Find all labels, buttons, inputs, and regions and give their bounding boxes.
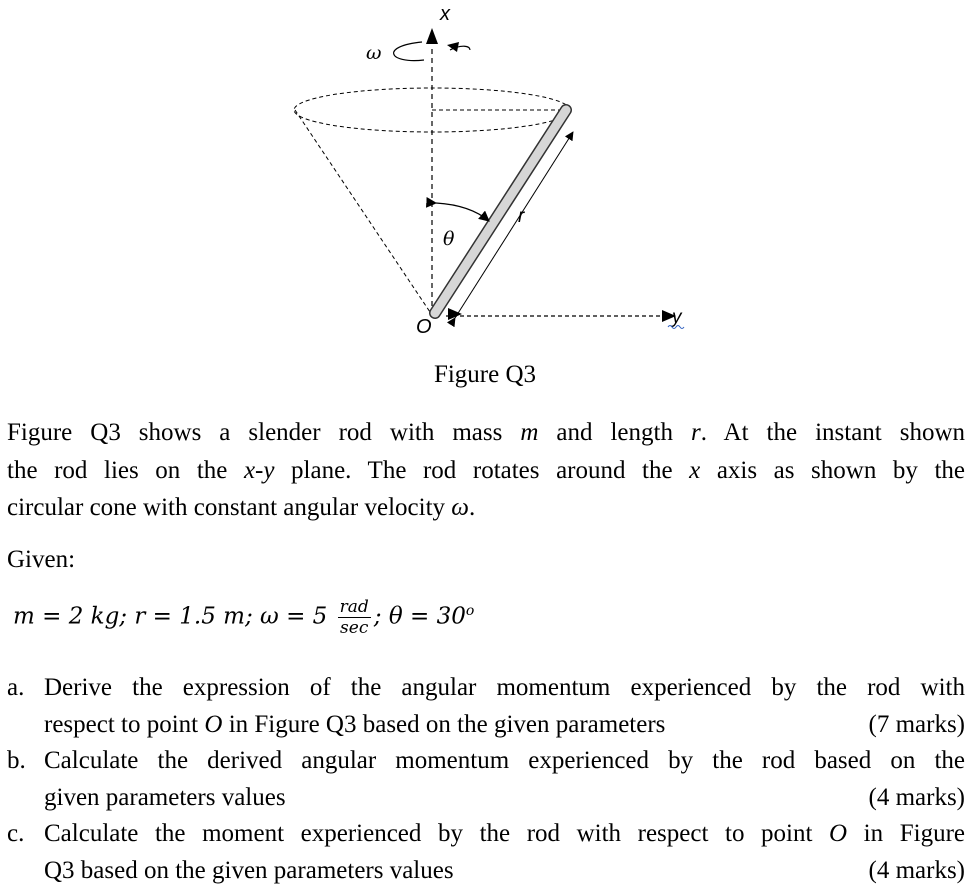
rod-fill [435, 110, 566, 313]
given-label: Given: [7, 546, 76, 573]
omega-label: ω [366, 42, 382, 64]
question-a: a. Derive the expression of the angular momentum experienced by the rod with respect to point O in Figure Q3 based on the given parameters (7 marks) [7, 670, 965, 743]
cone-side-left [295, 110, 432, 315]
x-axis-arrowhead [426, 28, 438, 44]
question-b: b. Calculate the derived angular momentum experienced by the rod based on the given parameters values (4 marks) [7, 743, 965, 816]
description-line-3: circular cone with constant angular velocity ω. [7, 494, 476, 521]
marks-b: (4 marks) [868, 783, 965, 811]
question-c: c. Calculate the moment experienced by the rod with respect to point O in Figure Q3 based on the given parameters values (4 marks) [7, 816, 965, 889]
rotating-rod-figure [0, 0, 970, 360]
description-line-1: Figure Q3 shows a slender rod with mass m and length r. At the instant shown [7, 419, 966, 446]
theta-label: θ [443, 228, 455, 250]
r-dimension-line [455, 132, 573, 318]
problem-description [7, 414, 965, 527]
origin-label: O [416, 316, 432, 338]
r-label: r [518, 206, 525, 227]
theta-arc [436, 203, 489, 221]
rad-per-sec-fraction: $\frac{\text{rad}}{\sec}$ [339, 597, 369, 638]
marks-a: (7 marks) [868, 710, 965, 738]
question-list [7, 670, 965, 889]
figure-caption: Figure Q3 [433, 361, 537, 388]
rotation-arc [394, 42, 424, 61]
y-axis-label: y [672, 307, 682, 328]
given-equation: m = 2 kg; r = 1.5 m; ω = 5 $\frac{\text{rad}}{\sec}$ ; $\theta = 30^o$ [13, 597, 475, 638]
x-axis-label: x [440, 3, 450, 25]
description-line-2: the rod lies on the x-y plane. The rod rotates around the x axis as shown by the [7, 456, 965, 484]
marks-c: (4 marks) [868, 856, 965, 884]
rotation-arrowhead [447, 42, 459, 52]
